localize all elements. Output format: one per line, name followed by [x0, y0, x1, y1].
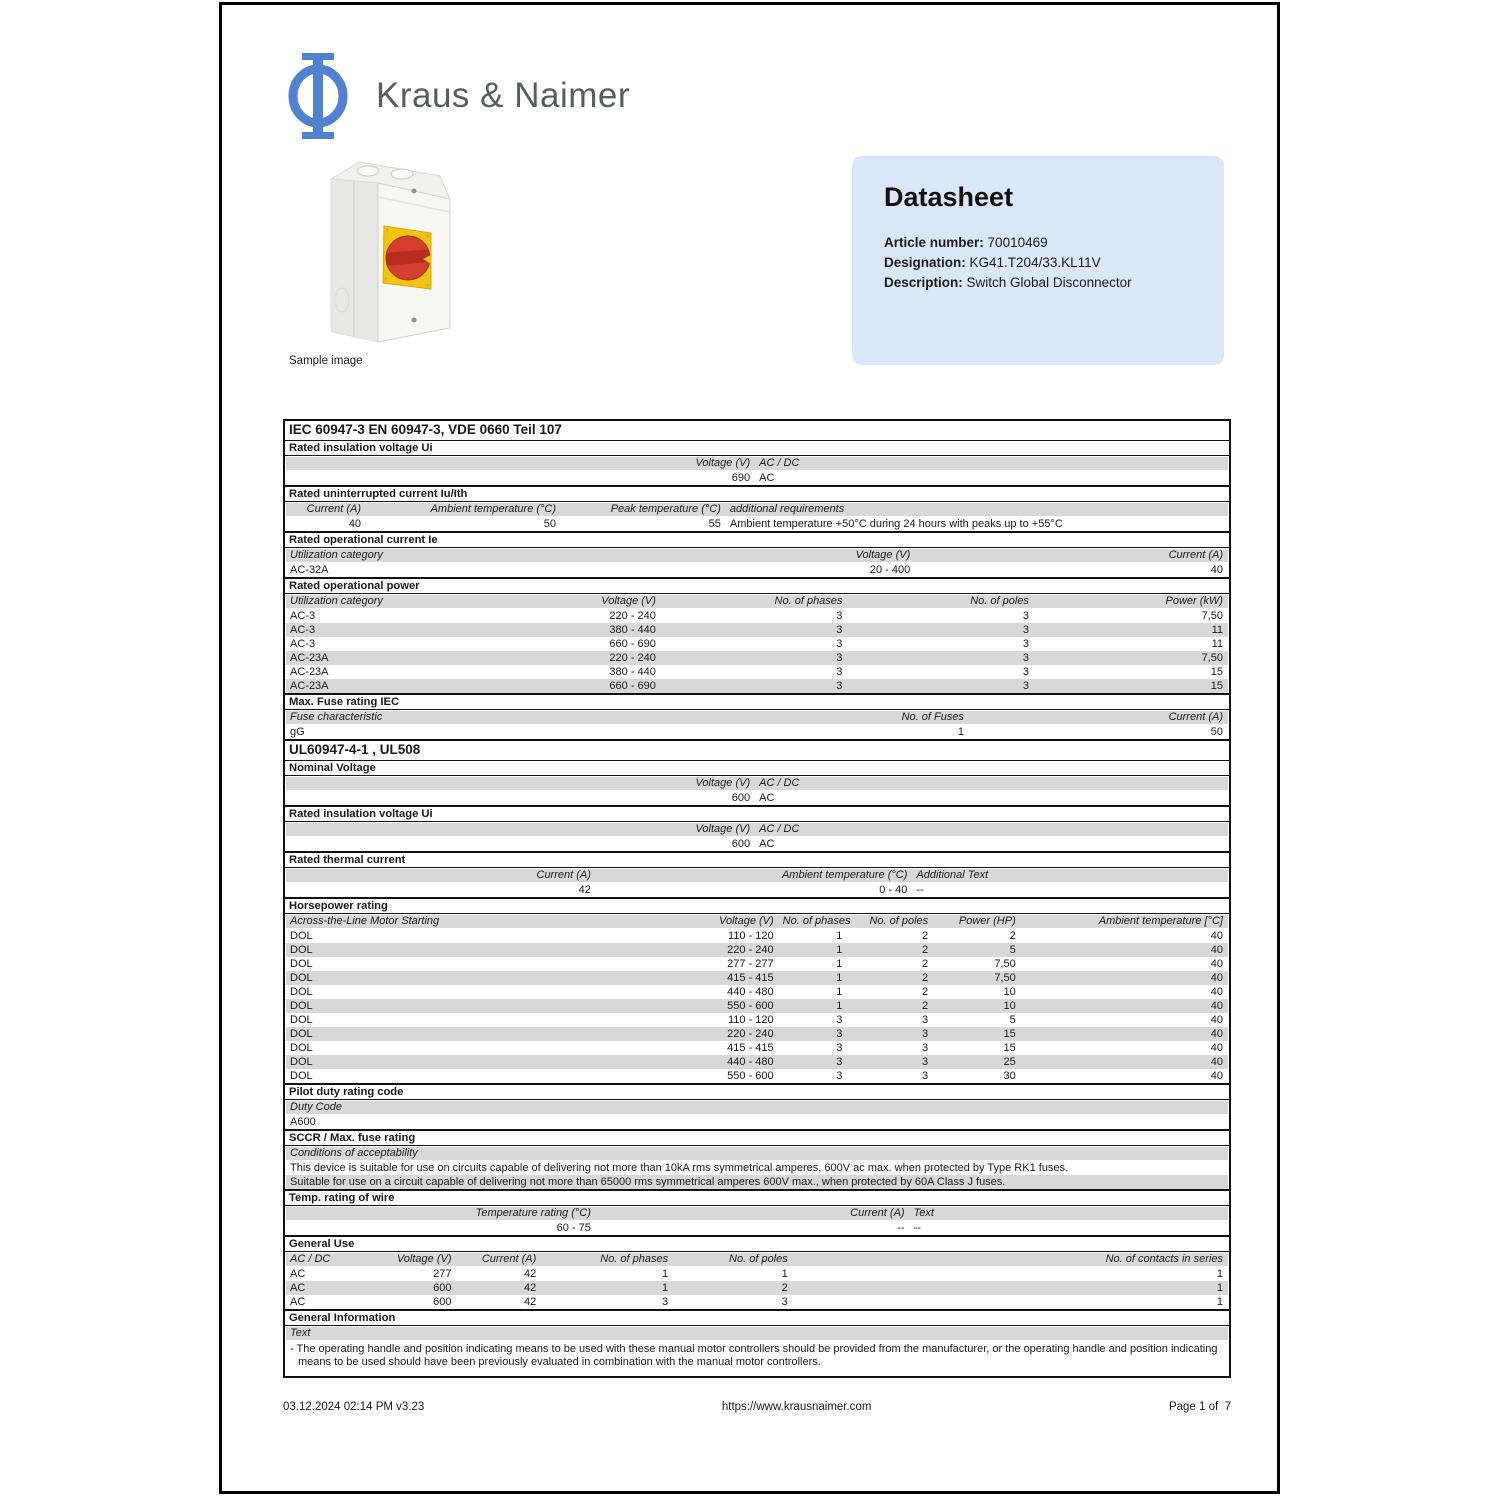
table-cell: 1 — [1216, 1282, 1223, 1294]
table-cell: 7,50 — [1201, 610, 1223, 622]
table-cell: 220 - 240 — [609, 652, 656, 664]
table-cell: 3 — [1022, 652, 1029, 664]
table-cell: 1 — [957, 726, 964, 738]
column-header: Current (A) — [536, 869, 591, 881]
spec-section — [285, 440, 1229, 485]
table-row — [285, 1267, 1229, 1281]
footer-page-number: Page 1 of 7 — [1168, 1401, 1231, 1413]
table-cell: 2 — [922, 972, 929, 984]
table-cell: 110 - 120 — [727, 1014, 774, 1026]
table-cell: 42 — [524, 1282, 537, 1294]
column-header: Power (kW) — [1165, 595, 1223, 607]
table-cell: DOL — [290, 958, 313, 970]
section-title: Rated uninterrupted current Iu/Ith — [285, 487, 1229, 502]
column-header: Duty Code — [290, 1101, 342, 1113]
table-cell: AC — [759, 838, 775, 850]
table-cell: 15 — [1003, 1028, 1016, 1040]
table-row — [285, 609, 1229, 623]
table-row — [285, 623, 1229, 637]
table-cell: 5 — [1009, 944, 1016, 956]
table-cell: 7,50 — [1201, 652, 1223, 664]
table-cell: -- — [897, 1222, 905, 1234]
spec-section — [285, 577, 1229, 693]
table-cell: 3 — [922, 1028, 929, 1040]
table-row — [285, 1027, 1229, 1041]
table-cell: 40 — [1210, 1028, 1223, 1040]
table-cell: 20 - 400 — [869, 564, 911, 576]
table-cell: DOL — [290, 1042, 313, 1054]
section-title: Rated operational power — [285, 579, 1229, 594]
column-header: Current (A) — [1168, 711, 1223, 723]
table-cell: 550 - 600 — [727, 1000, 774, 1012]
section-title: Rated insulation voltage Ui — [285, 441, 1229, 456]
column-header: Current (A) — [306, 503, 362, 515]
table-cell: 110 - 120 — [727, 930, 774, 942]
table-cell: DOL — [290, 1028, 313, 1040]
sample-image-caption: Sample image — [289, 355, 363, 367]
column-header: No. of phases — [782, 915, 851, 927]
table-cell: 1 — [662, 1282, 669, 1294]
table-header-row — [285, 822, 1229, 837]
table-header-row — [285, 502, 1229, 517]
table-cell: 600 — [731, 838, 751, 850]
table-cell: 380 - 440 — [609, 666, 656, 678]
column-header: No. of phases — [600, 1253, 669, 1265]
table-cell: 3 — [781, 1296, 788, 1308]
table-cell: 3 — [1022, 666, 1029, 678]
table-cell: 25 — [1003, 1056, 1016, 1068]
table-cell: - The operating handle and position indicating means to be used with these manual motor controllers should be provided from the manufacturer, or the operating handle and position indicating means to be used should have been previously evaluated in combination with the manual motor controllers. — [290, 1343, 1218, 1368]
table-cell: 3 — [922, 1014, 929, 1026]
column-header: Power (HP) — [958, 915, 1016, 927]
table-header-row — [285, 1206, 1229, 1221]
table-cell: 30 — [1003, 1070, 1016, 1082]
table-cell: 42 — [578, 884, 591, 896]
column-header: Voltage (V) — [695, 457, 751, 469]
table-cell: AC-23A — [290, 652, 329, 664]
table-cell: 3 — [922, 1056, 929, 1068]
table-cell: 3 — [1022, 638, 1029, 650]
table-cell: 3 — [836, 624, 843, 636]
table-cell: 15 — [1210, 666, 1223, 678]
column-header: Ambient temperature (°C) — [430, 503, 557, 515]
spec-section — [285, 1129, 1229, 1189]
table-cell: AC-3 — [290, 624, 316, 636]
table-cell: 415 - 415 — [727, 1042, 774, 1054]
kraus-naimer-logo — [286, 53, 630, 139]
table-cell: 5 — [1009, 1014, 1016, 1026]
table-cell: 40 — [1210, 972, 1223, 984]
table-row — [285, 471, 1229, 485]
field-label: Description: — [884, 275, 963, 290]
table-header-row — [285, 1146, 1229, 1161]
table-row — [285, 999, 1229, 1013]
field-label: Article number: — [884, 235, 984, 250]
table-header-row — [285, 1100, 1229, 1115]
table-header-row — [285, 914, 1229, 929]
table-cell: AC-3 — [290, 638, 316, 650]
table-cell: 50 — [543, 518, 557, 530]
table-cell: 10 — [1003, 1000, 1016, 1012]
table-row — [285, 1055, 1229, 1069]
column-header: Across-the-Line Motor Starting — [290, 915, 440, 927]
section-title: Nominal Voltage — [285, 761, 1229, 776]
table-cell: DOL — [290, 1014, 313, 1026]
column-header: No. of phases — [774, 595, 843, 607]
table-cell: 220 - 240 — [609, 610, 656, 622]
spec-section — [285, 1189, 1229, 1235]
table-cell: 40 — [1210, 1056, 1223, 1068]
column-header: Utilization category — [290, 549, 383, 561]
table-cell: 0 - 40 — [879, 884, 908, 896]
table-cell: 11 — [1211, 638, 1223, 650]
table-cell: -- — [916, 884, 924, 896]
table-cell: 50 — [1210, 726, 1223, 738]
table-cell: 60 - 75 — [556, 1222, 591, 1234]
field-label: Designation: — [884, 255, 966, 270]
table-row — [285, 1069, 1229, 1083]
spec-table-main-title: UL60947-4-1 , UL508 — [289, 742, 421, 757]
table-row — [285, 725, 1229, 739]
table-cell: 1 — [1216, 1268, 1223, 1280]
table-row — [285, 957, 1229, 971]
spec-section — [285, 805, 1229, 851]
table-row — [285, 1281, 1229, 1295]
table-cell: DOL — [290, 944, 313, 956]
spec-table-main-title: IEC 60947-3 EN 60947-3, VDE 0660 Teil 107 — [289, 422, 562, 437]
column-header: Current (A) — [850, 1207, 905, 1219]
table-cell: 11 — [1211, 624, 1223, 636]
table-cell: 2 — [922, 986, 929, 998]
section-title: General Information — [285, 1311, 1229, 1326]
table-row — [285, 1041, 1229, 1055]
table-cell: 3 — [836, 638, 843, 650]
page-footer — [283, 1401, 1231, 1413]
field-value: 70010469 — [987, 235, 1048, 250]
table-cell: 600 — [433, 1296, 452, 1308]
table-cell: 380 - 440 — [609, 624, 656, 636]
spec-section — [285, 897, 1229, 1083]
section-title: Rated thermal current — [285, 853, 1229, 868]
section-title: Max. Fuse rating IEC — [285, 695, 1229, 710]
table-row — [285, 791, 1229, 805]
table-cell: 40 — [348, 518, 362, 530]
table-cell: gG — [290, 726, 305, 738]
table-cell: 3 — [1022, 624, 1029, 636]
table-row — [285, 1341, 1229, 1376]
table-cell: AC — [290, 1296, 306, 1308]
table-cell: 2 — [781, 1282, 788, 1294]
column-header: AC / DC — [759, 823, 800, 835]
table-cell: 1 — [1216, 1296, 1223, 1308]
table-header-row — [285, 868, 1229, 883]
spec-section — [285, 1235, 1229, 1309]
table-row — [285, 943, 1229, 957]
section-title: Horsepower rating — [285, 899, 1229, 914]
table-cell: 42 — [524, 1296, 537, 1308]
section-title: Rated operational current Ie — [285, 533, 1229, 548]
table-cell: -- — [913, 1222, 921, 1234]
table-cell: DOL — [290, 986, 313, 998]
table-cell: 10 — [1003, 986, 1016, 998]
column-header: Current (A) — [1168, 549, 1223, 561]
table-row — [285, 929, 1229, 943]
table-cell: 1 — [836, 972, 843, 984]
table-cell: 2 — [922, 930, 929, 942]
table-cell: 40 — [1210, 1014, 1223, 1026]
table-row — [285, 665, 1229, 679]
table-row — [285, 1221, 1229, 1235]
table-row — [285, 1013, 1229, 1027]
spec-section — [285, 485, 1229, 531]
table-cell: 3 — [836, 652, 843, 664]
column-header: Text — [913, 1207, 934, 1219]
table-row — [285, 971, 1229, 985]
spec-section — [285, 1309, 1229, 1376]
table-cell: DOL — [290, 930, 313, 942]
table-cell: DOL — [290, 1000, 313, 1012]
column-header: Conditions of acceptability — [290, 1147, 418, 1159]
info-field-designation — [884, 253, 1192, 273]
section-title: Temp. rating of wire — [285, 1191, 1229, 1206]
table-cell: 2 — [922, 1000, 929, 1012]
table-cell: 1 — [781, 1268, 788, 1280]
table-cell: Suitable for use on a circuit capable of delivering not more than 65000 rms symmetrical amperes 600V max., when protected by 60A Class J fuses. — [290, 1176, 1006, 1188]
table-cell: 40 — [1210, 1070, 1223, 1082]
column-header: Ambient temperature (°C) — [781, 869, 908, 881]
column-header: Current (A) — [481, 1253, 537, 1265]
table-cell: 3 — [836, 1070, 843, 1082]
table-cell: 3 — [836, 610, 843, 622]
table-cell: 40 — [1210, 944, 1223, 956]
column-header: Utilization category — [290, 595, 383, 607]
table-cell: 40 — [1210, 564, 1223, 576]
table-row — [285, 1115, 1229, 1129]
column-header: AC / DC — [759, 777, 800, 789]
spec-section — [285, 421, 1229, 440]
table-row — [285, 517, 1229, 531]
table-row — [285, 1161, 1229, 1175]
table-cell: DOL — [290, 1056, 313, 1068]
column-header: Text — [290, 1327, 311, 1339]
table-cell: 7,50 — [994, 972, 1016, 984]
datasheet-page — [219, 2, 1280, 1494]
table-cell: A600 — [290, 1116, 316, 1128]
column-header: Voltage (V) — [695, 823, 751, 835]
table-cell: AC — [759, 792, 775, 804]
table-cell: 440 - 480 — [727, 1056, 774, 1068]
table-row — [285, 1175, 1229, 1189]
datasheet-title: Datasheet — [884, 182, 1014, 212]
column-header: No. of poles — [970, 595, 1029, 607]
table-cell: 277 — [433, 1268, 452, 1280]
table-cell: AC-23A — [290, 680, 329, 692]
table-cell: 1 — [836, 944, 843, 956]
table-row — [285, 837, 1229, 851]
spec-section — [285, 693, 1229, 739]
table-cell: 440 - 480 — [727, 986, 774, 998]
column-header: additional requirements — [729, 503, 845, 515]
table-cell: 660 - 690 — [609, 680, 656, 692]
column-header: Voltage (V) — [719, 915, 774, 927]
info-field-article-number — [884, 233, 1192, 253]
table-cell: 42 — [524, 1268, 537, 1280]
table-cell: 1 — [836, 986, 843, 998]
table-row — [285, 1295, 1229, 1309]
table-cell: 690 — [731, 472, 751, 484]
table-row — [285, 985, 1229, 999]
table-cell: 1 — [836, 1000, 843, 1012]
field-value: KG41.T204/33.KL11V — [969, 255, 1101, 270]
table-cell: 40 — [1210, 958, 1223, 970]
table-cell: 2 — [922, 958, 929, 970]
spec-section — [285, 760, 1229, 805]
table-cell: 220 - 240 — [727, 944, 774, 956]
column-header: Voltage (V) — [396, 1253, 452, 1265]
table-cell: AC — [290, 1282, 306, 1294]
table-row — [285, 563, 1229, 577]
table-cell: AC-23A — [290, 666, 329, 678]
table-cell: Ambient temperature +50°C during 24 hours with peaks up to +55°C — [729, 518, 1063, 530]
section-title: Pilot duty rating code — [285, 1085, 1229, 1100]
table-cell: AC — [759, 472, 775, 484]
footer-timestamp: 03.12.2024 02:14 PM v3.23 — [283, 1401, 425, 1413]
section-title: SCCR / Max. fuse rating — [285, 1131, 1229, 1146]
brand-name: Kraus & Naimer — [376, 76, 631, 115]
table-cell: 2 — [922, 944, 929, 956]
table-cell: 3 — [1022, 610, 1029, 622]
table-cell: 3 — [836, 1028, 843, 1040]
column-header: AC / DC — [759, 457, 800, 469]
table-row — [285, 651, 1229, 665]
spec-section — [285, 739, 1229, 760]
table-cell: 3 — [836, 1042, 843, 1054]
table-cell: 600 — [731, 792, 751, 804]
column-header: Voltage (V) — [855, 549, 911, 561]
table-cell: 15 — [1210, 680, 1223, 692]
table-header-row — [285, 710, 1229, 725]
table-header-row — [285, 1326, 1229, 1341]
datasheet-info-box — [852, 156, 1224, 365]
table-cell: AC — [290, 1268, 306, 1280]
column-header: Voltage (V) — [695, 777, 751, 789]
table-cell: 220 - 240 — [727, 1028, 774, 1040]
table-cell: 40 — [1210, 930, 1223, 942]
column-header: Fuse characteristic — [290, 711, 383, 723]
table-cell: 3 — [836, 666, 843, 678]
section-title: Rated insulation voltage Ui — [285, 807, 1229, 822]
column-header: No. of Fuses — [901, 711, 964, 723]
table-cell: 1 — [836, 930, 843, 942]
column-header: AC / DC — [290, 1253, 331, 1265]
table-header-row — [285, 594, 1229, 609]
column-header: Temperature rating (°C) — [475, 1207, 591, 1219]
column-header: Peak temperature (°C) — [610, 503, 721, 515]
table-row — [285, 679, 1229, 693]
table-cell: DOL — [290, 1070, 313, 1082]
table-cell: 55 — [708, 518, 721, 530]
product-sample-image — [328, 160, 458, 350]
table-cell: 3 — [922, 1070, 929, 1082]
table-cell: 3 — [836, 1014, 843, 1026]
table-cell: 600 — [433, 1282, 452, 1294]
table-cell: 277 - 277 — [727, 958, 774, 970]
table-cell: 1 — [662, 1268, 669, 1280]
table-cell: 3 — [836, 1056, 843, 1068]
table-header-row — [285, 456, 1229, 471]
spec-table — [283, 419, 1231, 1378]
column-header: Ambient temperature [°C] — [1098, 915, 1223, 927]
column-header: Additional Text — [916, 869, 989, 881]
table-row — [285, 637, 1229, 651]
table-cell: AC-3 — [290, 610, 316, 622]
table-cell: 1 — [836, 958, 843, 970]
table-cell: 15 — [1003, 1042, 1016, 1054]
table-cell: 3 — [922, 1042, 929, 1054]
table-cell: 415 - 415 — [727, 972, 774, 984]
table-cell: 3 — [836, 680, 843, 692]
column-header: No. of poles — [729, 1253, 788, 1265]
spec-section — [285, 1083, 1229, 1129]
table-cell: 7,50 — [994, 958, 1016, 970]
column-header: No. of contacts in series — [1105, 1253, 1223, 1265]
table-cell: 3 — [662, 1296, 669, 1308]
table-cell: 3 — [1022, 680, 1029, 692]
table-cell: 550 - 600 — [727, 1070, 774, 1082]
table-row — [285, 883, 1229, 897]
table-cell: 660 - 690 — [609, 638, 656, 650]
footer-url: https://www.krausnaimer.com — [721, 1401, 872, 1413]
section-title: General Use — [285, 1237, 1229, 1252]
phi-logo-icon — [286, 53, 350, 139]
field-value: Switch Global Disconnector — [966, 275, 1132, 290]
table-cell: AC-32A — [290, 564, 329, 576]
table-cell: 40 — [1210, 1000, 1223, 1012]
table-cell: This device is suitable for use on circuits capable of delivering not more than 10kA rms symmetrical amperes, 600V ac max. when protected by Type RK1 fuses. — [290, 1162, 1069, 1174]
table-cell: 40 — [1210, 1042, 1223, 1054]
spec-section — [285, 531, 1229, 577]
table-cell: 40 — [1210, 986, 1223, 998]
info-field-description — [884, 273, 1192, 293]
table-header-row — [285, 548, 1229, 563]
spec-section — [285, 851, 1229, 897]
table-header-row — [285, 776, 1229, 791]
column-header: No. of poles — [869, 915, 929, 927]
table-header-row — [285, 1252, 1229, 1267]
column-header: Voltage (V) — [601, 595, 656, 607]
table-cell: DOL — [290, 972, 313, 984]
table-cell: 2 — [1009, 930, 1016, 942]
